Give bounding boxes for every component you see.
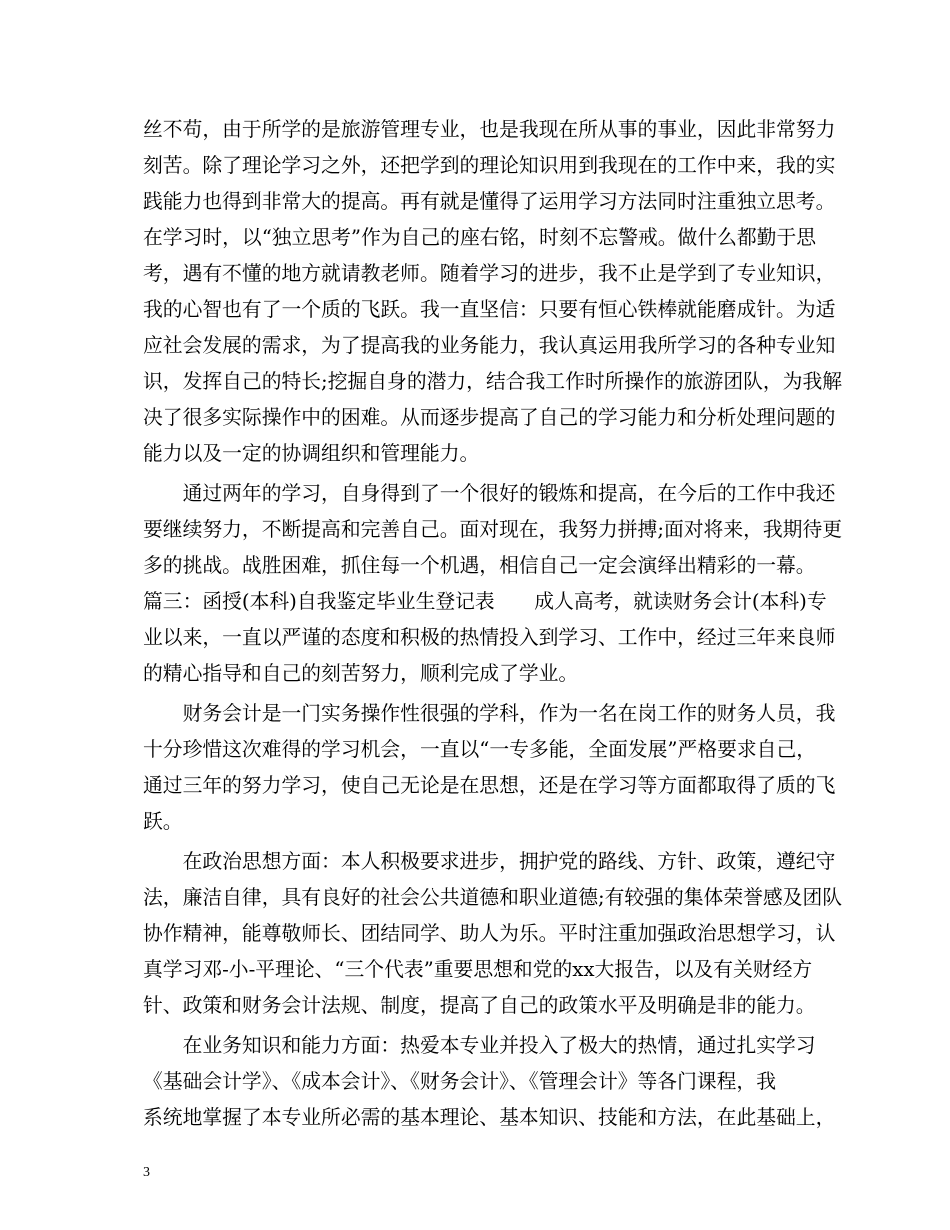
text-line: 通过三年的努力学习，使自己无论是在思想，还是在学习等方面都取得了质的飞	[143, 774, 836, 797]
text-line: 践能力也得到非常大的提高。再有就是懂得了运用学习方法同时注重独立思考。	[143, 190, 836, 213]
text-line: 系统地掌握了本专业所必需的基本理论、基本知识、技能和方法，在此基础上，	[143, 1106, 836, 1129]
document-body	[143, 112, 843, 1136]
text-line: 法，廉洁自律，具有良好的社会公共道德和职业道德;有较强的集体荣誉感及团队	[143, 886, 843, 909]
text-line: 在政治思想方面：本人积极要求进步，拥护党的路线、方针、政策，遵纪守	[143, 850, 836, 873]
text-line: 识，发挥自己的特长;挖掘自身的潜力，结合我工作时所操作的旅游团队，为我解	[143, 370, 843, 393]
page-number: 3	[143, 1165, 150, 1180]
text-line: 应社会发展的需求，为了提高我的业务能力，我认真运用我所学习的各种专业知	[143, 334, 836, 357]
text-line: 《基础会计学》、《成本会计》、《财务会计》、《管理会计》等各门课程，我	[143, 1070, 776, 1093]
text-line: 的精心指导和自己的刻苦努力，顺利完成了学业。	[143, 662, 579, 685]
text-line: 协作精神，能尊敬师长、团结同学、助人为乐。平时注重加强政治思想学习，认	[143, 922, 836, 945]
text-line: 在学习时，以“独立思考”作为自己的座右铭，时刻不忘警戒。做什么都勤于思	[143, 226, 817, 249]
text-line: 考，遇有不懂的地方就请教老师。随着学习的进步，我不止是学到了专业知识，	[143, 262, 836, 285]
text-line: 通过两年的学习，自身得到了一个很好的锻炼和提高，在今后的工作中我还	[143, 482, 836, 505]
text-line: 跃。	[143, 810, 183, 833]
text-line: 十分珍惜这次难得的学习机会，一直以“一专多能，全面发展”严格要求自己，	[143, 738, 817, 761]
text-line: 篇三：函授(本科)自我鉴定毕业生登记表 成人高考，就读财务会计(本科)专	[143, 590, 827, 613]
text-line: 我的心智也有了一个质的飞跃。我一直坚信：只要有恒心铁棒就能磨成针。为适	[143, 298, 836, 321]
text-line: 多的挑战。战胜困难，抓住每一个机遇，相信自己一定会演绎出精彩的一幕。	[143, 554, 816, 577]
text-line: 针、政策和财务会计法规、制度，提高了自己的政策水平及明确是非的能力。	[143, 994, 816, 1017]
text-line: 真学习邓-小-平理论、“三个代表”重要思想和党的xx大报告，以及有关财经方	[143, 958, 813, 981]
text-line: 能力以及一定的协调组织和管理能力。	[143, 442, 480, 465]
text-line: 业以来，一直以严谨的态度和积极的热情投入到学习、工作中，经过三年来良师	[143, 626, 836, 649]
text-line: 决了很多实际操作中的困难。从而逐步提高了自己的学习能力和分析处理问题的	[143, 406, 836, 429]
text-line: 在业务知识和能力方面：热爱本专业并投入了极大的热情，通过扎实学习	[143, 1034, 816, 1057]
text-line: 刻苦。除了理论学习之外，还把学到的理论知识用到我现在的工作中来，我的实	[143, 154, 836, 177]
text-line: 财务会计是一门实务操作性很强的学科，作为一名在岗工作的财务人员，我	[143, 702, 836, 725]
text-line: 要继续努力，不断提高和完善自己。面对现在，我努力拼搏;面对将来，我期待更	[143, 518, 843, 541]
text-line: 丝不苟，由于所学的是旅游管理专业，也是我现在所从事的事业，因此非常努力	[143, 118, 836, 141]
